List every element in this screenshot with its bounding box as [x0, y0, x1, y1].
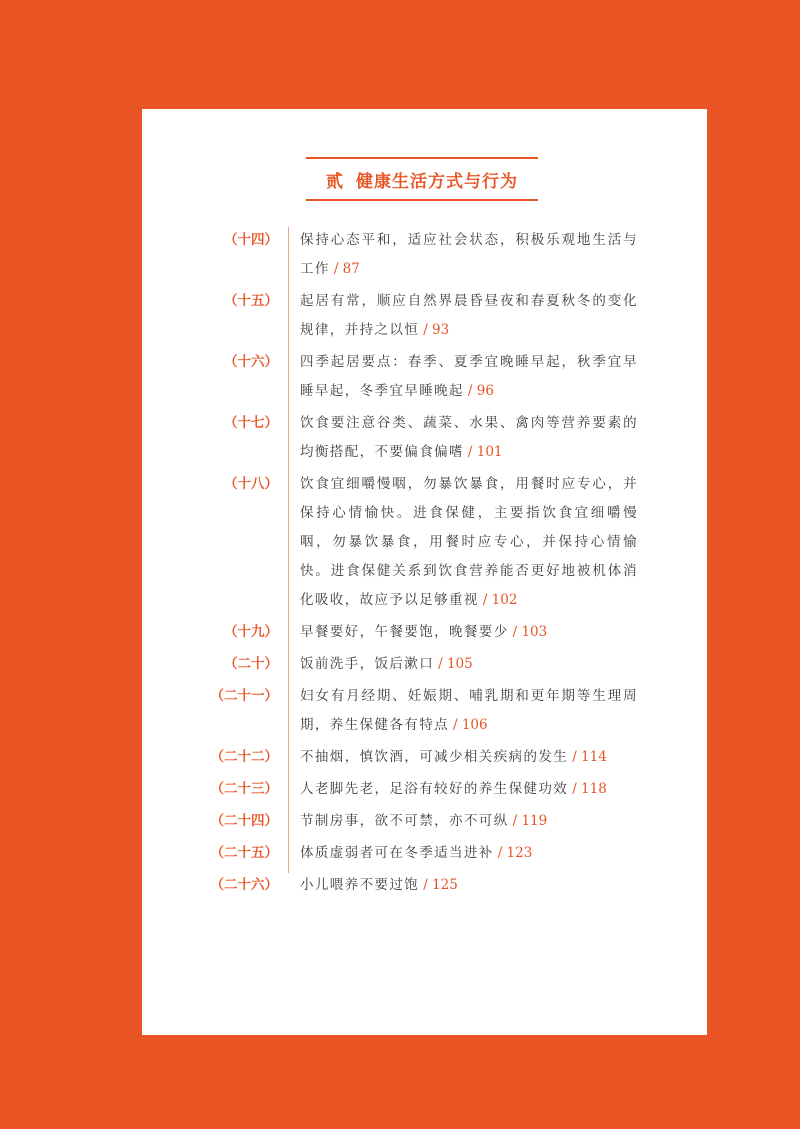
toc-page-number[interactable]: / 87: [333, 261, 360, 277]
toc-page-number[interactable]: / 102: [482, 592, 518, 608]
toc-entry-label: （十八）: [224, 476, 278, 492]
toc-entry-23[interactable]: [142, 775, 707, 804]
toc-entry-label: （十五）: [224, 293, 278, 309]
document-page: [142, 109, 707, 1035]
toc-entry-text: 四季起居要点：春季、夏季宜晚睡早起，秋季宜早睡早起，冬季宜早睡晚起 / 96: [300, 354, 638, 399]
toc-page-number[interactable]: / 114: [572, 749, 607, 765]
toc-page-number[interactable]: / 103: [512, 624, 548, 640]
toc-page-number[interactable]: / 105: [438, 656, 473, 672]
toc-entry-text: 饮食要注意谷类、蔬菜、水果、禽肉等营养要素的均衡搭配，不要偏食偏嗜 / 101: [300, 415, 638, 460]
toc-page-number[interactable]: / 118: [572, 781, 607, 797]
toc-entry-label: （二十四）: [210, 813, 278, 829]
toc-entry-text: 小儿喂养不要过饱 / 125: [300, 877, 458, 893]
toc-entry-18[interactable]: [142, 470, 707, 615]
table-of-contents: [142, 226, 707, 903]
section-header: [306, 157, 538, 201]
section-title: 健康生活方式与行为: [356, 171, 518, 192]
toc-entry-label: （二十二）: [210, 749, 278, 765]
toc-entry-text: 人老脚先老，足浴有较好的养生保健功效 / 118: [300, 781, 607, 797]
toc-entry-24[interactable]: [142, 807, 707, 836]
toc-entry-text: 体质虚弱者可在冬季适当进补 / 123: [300, 845, 533, 861]
toc-entry-text: 保持心态平和，适应社会状态，积极乐观地生活与工作 / 87: [300, 232, 638, 277]
toc-entry-label: （十六）: [224, 354, 278, 370]
toc-entry-text: 妇女有月经期、妊娠期、哺乳期和更年期等生理周期，养生保健各有特点 / 106: [300, 688, 638, 733]
toc-page-number[interactable]: / 101: [467, 444, 503, 460]
toc-entry-text: 不抽烟，慎饮酒，可减少相关疾病的发生 / 114: [300, 749, 607, 765]
toc-page-number[interactable]: / 119: [512, 813, 548, 829]
toc-entry-17[interactable]: [142, 409, 707, 467]
toc-page-number[interactable]: / 125: [423, 877, 458, 893]
toc-entry-label: （二十六）: [210, 877, 278, 893]
toc-entry-label: （二十）: [224, 656, 278, 672]
toc-page-number[interactable]: / 106: [453, 717, 488, 733]
toc-entry-15[interactable]: [142, 287, 707, 345]
toc-entry-label: （十四）: [224, 232, 278, 248]
toc-entry-text: 节制房事，欲不可禁，亦不可纵 / 119: [300, 813, 548, 829]
toc-entry-label: （二十三）: [210, 781, 278, 797]
toc-entry-text: 早餐要好，午餐要饱，晚餐要少 / 103: [300, 624, 548, 640]
toc-entry-25[interactable]: [142, 839, 707, 868]
toc-page-number[interactable]: / 123: [497, 845, 533, 861]
toc-entry-21[interactable]: [142, 682, 707, 740]
section-number: 贰: [326, 171, 344, 192]
toc-page-number[interactable]: / 96: [467, 383, 494, 399]
toc-entry-19[interactable]: [142, 618, 707, 647]
toc-entry-16[interactable]: [142, 348, 707, 406]
toc-entry-label: （十九）: [224, 624, 278, 640]
toc-entry-26[interactable]: [142, 871, 707, 900]
toc-entry-label: （十七）: [224, 415, 278, 431]
toc-entry-label: （二十五）: [210, 845, 278, 861]
toc-entry-20[interactable]: [142, 650, 707, 679]
toc-entry-text: 饭前洗手，饭后漱口 / 105: [300, 656, 473, 672]
toc-entry-text: 起居有常，顺应自然界晨昏昼夜和春夏秋冬的变化规律，并持之以恒 / 93: [300, 293, 638, 338]
toc-page-number[interactable]: / 93: [423, 322, 450, 338]
toc-entry-text: 饮食宜细嚼慢咽，勿暴饮暴食，用餐时应专心，并保持心情愉快。进食保健，主要指饮食宜细嚼慢咽，勿暴饮暴食，用餐时应专心，并保持心情愉快。进食保健关系到饮食营养能否更好地被机体消化吸收，故应予以足够重视 / 102: [300, 476, 638, 608]
toc-entry-22[interactable]: [142, 743, 707, 772]
toc-entry-label: （二十一）: [210, 688, 278, 704]
toc-entry-14[interactable]: [142, 226, 707, 284]
